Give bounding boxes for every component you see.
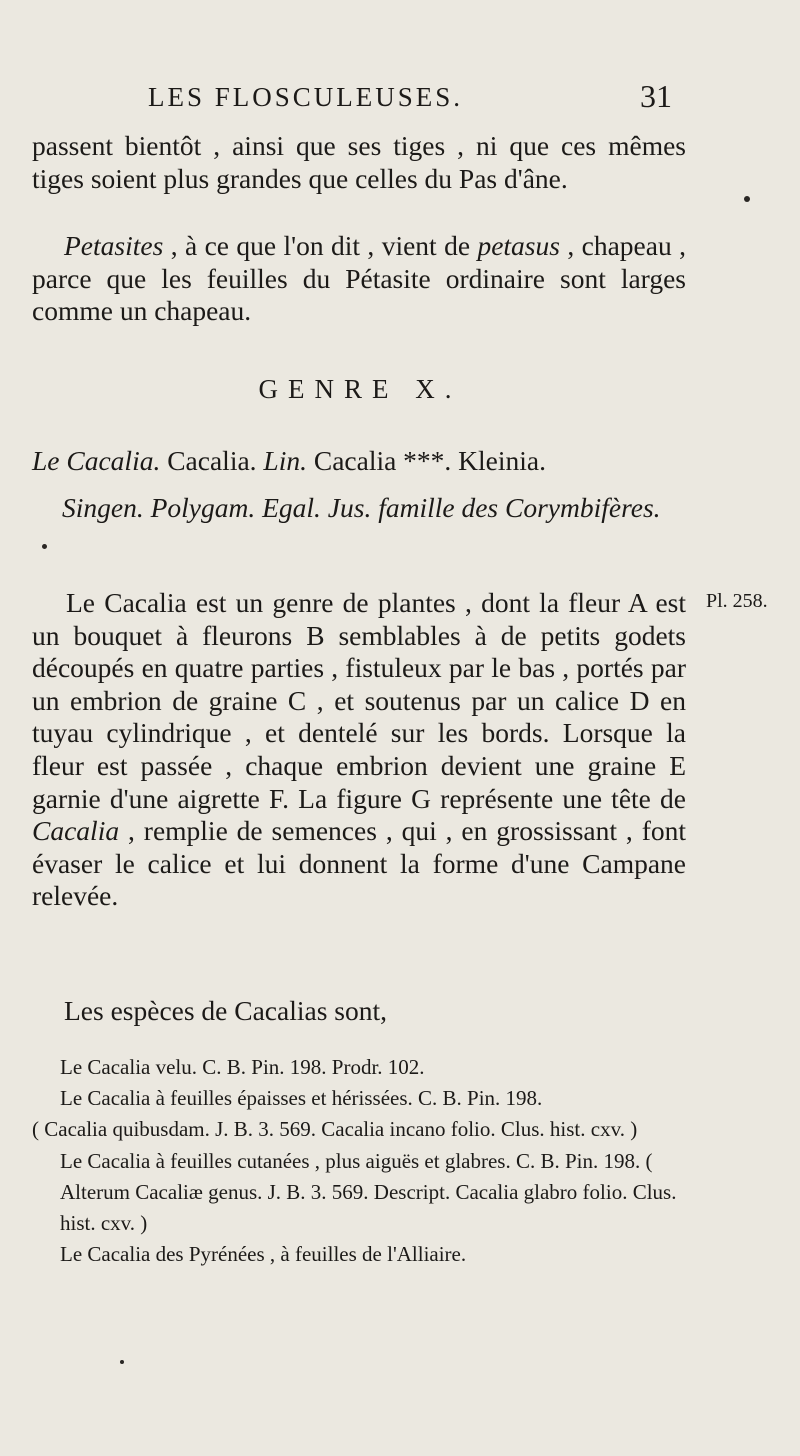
page-number: 31 (640, 78, 672, 114)
genus-synonyms: Cacalia ***. Kleinia. (306, 445, 546, 476)
species-list (32, 1052, 686, 1270)
running-head-title: LES FLOSCULEUSES. (148, 82, 464, 112)
paragraph-continuation: passent bientôt , ainsi que ses tiges , ni que ces mêmes tiges soient plus grandes que celles du Pas d'âne. (32, 130, 686, 194)
ink-speck (120, 1360, 124, 1364)
species-entry: Le Cacalia des Pyrénées , à feuilles de l'Alliaire. (60, 1242, 467, 1267)
ink-speck (744, 196, 750, 202)
genre-title: GENRE X. (258, 374, 462, 404)
species-entry: Le Cacalia à feuilles épaisses et hérissées. C. B. Pin. 198. (60, 1086, 543, 1111)
running-head (0, 78, 800, 122)
genus-classification: Singen. Polygam. Egal. Jus. famille des Corymbifères. (62, 492, 661, 523)
species-entry: Le Cacalia à feuilles cutanées , plus aiguës et glabres. C. B. Pin. 198. ( Alterum Cacaliæ genus. J. B. 3. 569. Descript. Cacalia glabro folio. Clus. hist. cxv. ) (60, 1148, 677, 1236)
species-entry: Le Cacalia velu. C. B. Pin. 198. Prodr. 102. (60, 1055, 425, 1079)
petasus-word: petasus (477, 230, 560, 261)
genus-name-french: Le Cacalia. (32, 445, 161, 476)
genre-header (32, 437, 692, 531)
paragraph-text: , à ce que l'on dit , vient de (163, 230, 478, 261)
paragraph-text: Le Cacalia est un genre de plantes , dont la fleur A est un bouquet à fleurons B semblables à de petits godets découpés en quatre parties , fistuleux par le bas , portés par un embrion de graine C , et soutenus par un calice D en tuyau cylindrique , et dentelé sur les bords. Lorsque la fleur est passée , chaque embrion devient une graine E garnie d'une aigrette F. La figure G représente une tête de (32, 587, 686, 814)
paragraph-petasites (32, 230, 686, 328)
paragraph-text: , remplie de semences , qui , en grossissant , font évaser le calice et lui donnent la forme d'une Campane relevée. (32, 815, 686, 912)
cacalia-word: Cacalia (32, 815, 120, 847)
paragraph-description (32, 587, 686, 913)
plate-reference: Pl. 258. (706, 590, 768, 612)
linnaeus-abbrev: Lin. (263, 445, 307, 476)
species-intro: Les espèces de Cacalias sont, (64, 995, 388, 1026)
ink-speck (42, 544, 47, 549)
petasites-word: Petasites (64, 230, 164, 261)
paragraph-text: , chapeau , parce que les feuilles du Pétasite ordinaire sont larges comme un chapeau. (32, 230, 686, 327)
species-entry: ( Cacalia quibusdam. J. B. 3. 569. Cacalia incano folio. Clus. hist. cxv. ) (32, 1117, 638, 1142)
genus-heading (32, 445, 546, 476)
genus-name-latin: Cacalia. (160, 445, 264, 476)
